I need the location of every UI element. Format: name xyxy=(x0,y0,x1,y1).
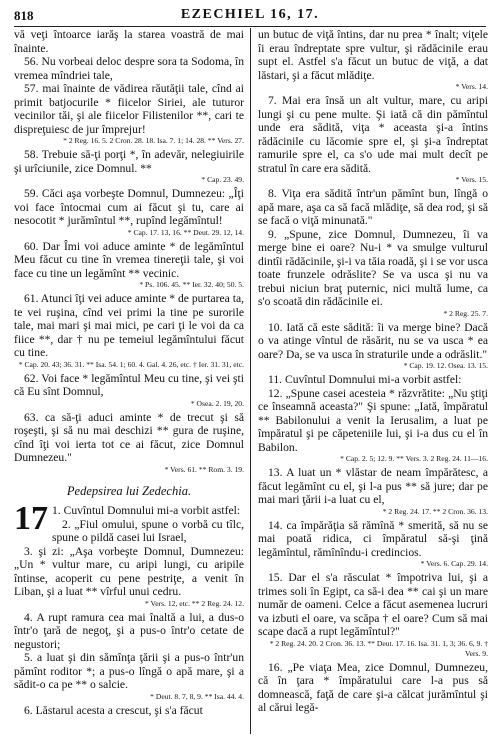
verse: 6. Lăstarul acesta a crescut, şi s'a făcut xyxy=(24,703,203,717)
cross-reference: * Cap. 20. 43; 36. 31. ** Isa. 54. 1; 60. 4. Gal. 4. 26, etc. † Ier. 31. 31, etc. xyxy=(18,359,244,369)
cross-reference: * Vers. 14. xyxy=(455,82,488,91)
chapter-number: 17 xyxy=(14,500,48,537)
running-title: EZECHIEL 16, 17. xyxy=(180,7,320,22)
verse: 16. „Pe viaţa Mea, zice Domnul, Dumnezeu, că în ţara * împăratului care l-a pus să domnească, faţă de care şi-a călcat jurămîntul şi al cărui legă- xyxy=(258,660,488,714)
cross-reference: * 2 Reg. 24. 17. ** 2 Cron. 36. 13. xyxy=(382,506,488,516)
verse: 13. A luat un * vlăstar de neam împărătesc, a făcut legămînt cu el, şi l-a pus ** să jure; dar pe mai mari ţării i-a luat cu el, xyxy=(258,466,488,506)
verse: 2. „Fiul omului, spune o vorbă cu tîlc, spune o pildă casei lui Israel, xyxy=(52,517,244,544)
page-header xyxy=(14,6,486,27)
cross-reference: * 2 Reg. 16. 5. 2 Cron. 28. 18. Isa. 7. 1; 14. 28. ** Vers. 27. xyxy=(63,136,244,145)
verse: un butuc de viţă întins, dar nu prea * înalt; viţele îi erau îndreptate spre vultur, şi rădăcinile erau supt el. Astfel s'a făcut un butuc de viţă, a dat lăstari, şi a făcut mlădiţe. xyxy=(258,28,488,82)
left-verses-before-section xyxy=(14,28,244,475)
cross-reference: * Osea. 2. 19, 20. xyxy=(190,398,244,408)
verse: 12. „Spune casei acesteia * răzvrătite: „Nu ştiţi ce înseamnă aceasta?" Şi spune: „Iată, împăratul ** Babilonului a venit la Ierusalim, a luat pe împăratul şi pe căpeteniile lui, şi i-a dus cu el în Babilon. xyxy=(258,386,488,454)
verse: 3. şi zi: „Aşa vorbeşte Domnul, Dumnezeu: „Un * vultur mare, cu aripi lungi, cu aripile întinse, acoperit cu pene pestriţe, a venit în Liban, şi a luat ** vîrful unui cedru. xyxy=(14,544,244,598)
verse: 14. ca împărăţia să rămînă * smerită, să nu se mai poată ridica, ci împăratul să-şi ţină legămîntul, rămînîndu-i credincios. xyxy=(258,518,488,559)
cross-reference: * Deut. 8. 7, 8, 9. ** Isa. 44. 4. xyxy=(150,691,244,701)
cross-reference: * Cap. 19. 12. Osea. 13. 15. xyxy=(403,361,488,370)
verse: vă veţi întoarce iarăş la starea voastră de mai înainte. xyxy=(14,28,244,55)
left-column xyxy=(14,28,244,734)
cross-reference: * Vers. 61. ** Rom. 3. 19. xyxy=(164,464,244,474)
right-column xyxy=(258,28,488,734)
cross-reference: * Cap. 23. 49. xyxy=(201,175,244,184)
cross-reference: * Ps. 106. 45. ** Ier. 32. 40; 50. 5. xyxy=(139,280,244,289)
verse: 56. Nu vorbeai deloc despre sora ta Sodoma, în vremea mîndriei tale, xyxy=(14,55,244,82)
verse: 58. Trebuie să-ţi porţi *, în adevăr, nelegiuirile şi urîciunile, zice Domnul. ** xyxy=(14,148,244,175)
verse: 9. „Spune, zice Domnul, Dumnezeu, îi va merge bine ei oare? Nu-i * va smulge vulturul dintîi rădăcinile, şi-i va tăia roadă, şi i se vor usca toate frunzele odrăslite? Se va usca şi nu va trebui niciun braţ puternic, nici multă lume, ca s'o scoată din rădăcinile ei. xyxy=(258,227,488,308)
verse: 60. Dar Îmi voi aduce aminte * de legămîntul Meu făcut cu tine în vremea tinereţii tale, şi voi face cu tine un legămînt ** vecinic. xyxy=(14,239,244,280)
cross-reference: * Cap. 2. 5; 12. 9. ** Vers. 3. 2 Reg. 24. 11—16. xyxy=(340,454,488,463)
cross-reference: * Cap. 17. 13, 16. ** Deut. 29. 12, 14. xyxy=(127,227,244,237)
cross-reference: * Vers. 12, etc. ** 2 Reg. 24. 12. xyxy=(145,598,244,608)
verse: 59. Căci aşa vorbeşte Domnul, Dumnezeu: „Îţi voi face întocmai cum ai făcut şi tu, care ai nesocotit * jurămîntul **, rupînd legămîntul! xyxy=(14,187,244,227)
section-heading: Pedepsirea lui Zedechia. xyxy=(66,483,192,498)
verse: 11. Cuvîntul Domnului mi-a vorbit astfel: xyxy=(268,373,462,386)
verse: 62. Voi face * legămîntul Meu cu tine, şi vei şti că Eu sînt Domnul, xyxy=(14,371,244,398)
cross-reference: * Vers. 15. xyxy=(455,175,488,184)
verse: 61. Atunci îţi vei aduce aminte * de purtarea ta, te vei ruşina, cînd vei primi la tine pe surorile tale, mai mari şi mai mici, pe cari ţi le voi da ca fiice **, dar † nu pe temeiul legămîntului făcut cu tine. xyxy=(14,292,244,359)
verse: 10. Iată că este sădită: îi va merge bine? Dacă o va atinge vîntul de răsărit, nu se va usca * ea oare? Da, se va usca în straturile unde a odrăslit." xyxy=(258,320,488,361)
verse: 8. Viţa era sădită într'un pămînt bun, lîngă o apă mare, aşa ca să facă mlădiţe, să dea rod, şi să se facă o viţă minunată." xyxy=(258,187,488,227)
page-number: 818 xyxy=(14,8,34,23)
right-verses xyxy=(258,28,488,715)
verse: 7. Mai era însă un alt vultur, mare, cu aripi lungi şi cu pene multe. Şi iată că din pămîntul unde era sădită, viţa * aceasta şi-a întins rădăcinile cu lăcomie spre el, şi şi-a îndreptat ramurile spre el, ca s'o ude mai mult decît pe stratul în care era sădită. xyxy=(258,94,488,175)
verse: 4. A rupt ramura cea mai înaltă a lui, a dus-o într'o ţară de negoţ, şi a pus-o într'o cetate de negustori; xyxy=(14,610,244,651)
verse: 57. mai înainte de vădirea răutăţii tale, cînd ai primit batjocurile * fiicelor Siriei, ale tuturor vecinilor tăi, şi ale fiicelor Filistenilor **, cari te dispreţuiesc de jur împrejur! xyxy=(14,82,244,136)
chapter-first-verse-text: 1. Cuvîntul Domnului mi-a vorbit astfel: xyxy=(52,504,241,517)
verse: 5. a luat şi din sămînţa ţării şi a pus-o într'un pămînt roditor *; a pus-o lîngă o apă mare, şi a sădit-o ca pe ** o salcie. xyxy=(14,651,244,691)
cross-reference: * 2 Reg. 24. 20. 2 Cron. 36. 13. ** Deut. 17. 16. Isa. 31. 1, 3; 36. 6, 9. † Vers. 9. xyxy=(269,638,488,658)
column-divider xyxy=(250,28,251,734)
cross-reference: * Vers. 6. Cap. 29. 14. xyxy=(420,559,488,568)
verse: 63. ca să-ţi aduci aminte * de trecut şi să roşeşti, şi să nu mai deschizi ** gura de ruşine, cînd îţi voi ierta tot ce ai făcut, zice Domnul Dumnezeu." xyxy=(14,410,244,464)
verse: 15. Dar el s'a răsculat * împotriva lui, şi a trimes soli în Egipt, ca să-i dea ** cai şi un mare număr de oameni. Celce a făcut asemenea lucruri va izbuti el oare, va scăpa † el oare? Cum să mai scape dacă a rupt legămîntul?" xyxy=(258,571,488,638)
left-verses-after-section xyxy=(14,518,244,718)
cross-reference: * 2 Reg. 25. 7. xyxy=(443,308,488,318)
